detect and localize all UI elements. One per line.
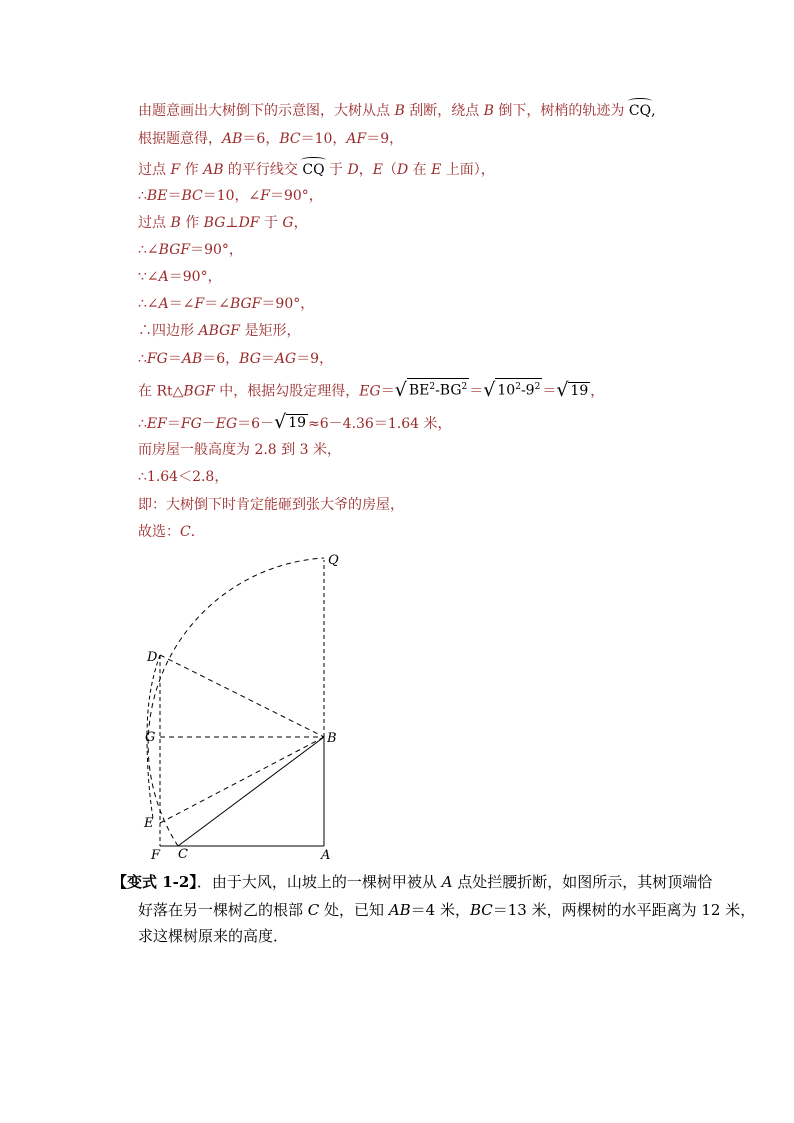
text: -BG bbox=[435, 382, 462, 399]
var: BG bbox=[203, 215, 226, 231]
text: 求这棵树原来的高度． bbox=[138, 927, 289, 945]
var: ABGF bbox=[198, 323, 241, 339]
label-e: E bbox=[144, 816, 154, 831]
text: ＝9， bbox=[296, 351, 334, 367]
var: C bbox=[180, 524, 191, 540]
text: 在 Rt△ bbox=[138, 383, 184, 400]
var: EG bbox=[215, 416, 238, 432]
radical-sign: √ bbox=[274, 411, 287, 433]
var: BC bbox=[469, 901, 493, 919]
radicand: 19 bbox=[288, 415, 307, 431]
text: 即：大树倒下时肯定能砸到张大爷的房屋， bbox=[138, 497, 404, 513]
var: F bbox=[194, 296, 205, 312]
var: AB bbox=[388, 901, 411, 919]
radical-sign: √ bbox=[483, 378, 496, 401]
text: ＝90°， bbox=[269, 188, 323, 204]
text: ＝9， bbox=[366, 131, 404, 147]
text: 好落在另一棵树乙的根部 bbox=[138, 901, 308, 919]
text: ≈6－4.36＝1.64 米， bbox=[308, 416, 452, 432]
text: 过点 bbox=[138, 215, 171, 231]
var: AB bbox=[203, 162, 224, 178]
var: AB bbox=[181, 351, 203, 367]
var: B bbox=[170, 215, 181, 231]
text: 上面）， bbox=[441, 162, 495, 178]
text: 故选： bbox=[138, 524, 180, 540]
exponent: 2 bbox=[534, 382, 541, 392]
var: B bbox=[394, 103, 405, 119]
var: A bbox=[158, 296, 169, 312]
text: ＝ bbox=[260, 351, 275, 367]
label-c: C bbox=[178, 847, 188, 862]
text: BE bbox=[408, 382, 430, 399]
text: ＝10，∠ bbox=[202, 188, 261, 204]
arc-cq: CQ bbox=[302, 162, 325, 178]
var: DF bbox=[238, 215, 260, 231]
text: ＝90°， bbox=[168, 269, 222, 285]
var: BG bbox=[239, 351, 261, 367]
var: BC bbox=[181, 188, 203, 204]
text: ＝∠ bbox=[204, 296, 230, 312]
var: C bbox=[307, 901, 320, 919]
text: 的平行线交 bbox=[223, 162, 303, 178]
text: ＝6， bbox=[242, 131, 280, 147]
text: 而房屋一般高度为 2.8 到 3 米， bbox=[138, 442, 341, 458]
text: － bbox=[201, 416, 216, 432]
var: E bbox=[372, 162, 383, 178]
text: ∴ bbox=[138, 188, 147, 204]
var: FG bbox=[146, 351, 168, 367]
var: F bbox=[260, 188, 270, 204]
segment-eb bbox=[160, 737, 324, 823]
label-d: D bbox=[147, 650, 158, 665]
var: BE bbox=[146, 188, 168, 204]
var: EF bbox=[146, 416, 167, 432]
text: ＝13 米，两棵树的水平距离为 12 米， bbox=[492, 901, 756, 919]
text: 于 bbox=[324, 162, 348, 178]
label-a: A bbox=[321, 848, 331, 863]
text: 在 bbox=[408, 162, 432, 178]
segment-db bbox=[160, 655, 324, 737]
text: ∴∠ bbox=[138, 242, 159, 258]
text: 10 bbox=[497, 382, 516, 399]
text: 于 bbox=[259, 215, 283, 231]
text: 倒下，树梢的轨迹为 bbox=[493, 103, 629, 119]
text: 是矩形， bbox=[240, 323, 301, 339]
var: BGF bbox=[158, 242, 191, 258]
text: ∴ bbox=[138, 416, 147, 432]
text: ∴四边形 bbox=[138, 323, 199, 339]
radicand: 19 bbox=[570, 382, 589, 399]
text: 作 bbox=[180, 162, 204, 178]
text: ＝4 米， bbox=[410, 901, 470, 919]
text: 刮断，绕点 bbox=[404, 103, 484, 119]
text: ＝ bbox=[469, 383, 484, 400]
text: 由题意画出大树倒下的示意图，大树从点 bbox=[138, 103, 395, 119]
variant-line-3 bbox=[138, 925, 288, 947]
text: 点处拦腰折断，如图所示，其树顶端恰 bbox=[452, 873, 713, 891]
text: ∴ bbox=[138, 351, 147, 367]
text: ∴1.64＜2.8， bbox=[138, 469, 229, 485]
text: ， bbox=[293, 215, 308, 231]
var: D bbox=[347, 162, 359, 178]
var: FG bbox=[180, 416, 202, 432]
text: ∵∠ bbox=[138, 269, 159, 285]
text: ． bbox=[190, 524, 205, 540]
text: ⊥ bbox=[225, 215, 239, 231]
text: ．由于大风，山坡上的一棵树甲被从 bbox=[196, 873, 442, 891]
var: D bbox=[396, 162, 409, 178]
var: A bbox=[158, 269, 169, 285]
text: -9 bbox=[520, 382, 535, 399]
label-f: F bbox=[151, 848, 161, 863]
exponent: 2 bbox=[461, 382, 468, 392]
variant-line-1 bbox=[112, 871, 712, 893]
text: ＝6， bbox=[202, 351, 240, 367]
label-b: B bbox=[327, 731, 337, 746]
variant-line-2 bbox=[138, 899, 755, 921]
text: 根据题意得， bbox=[138, 131, 222, 147]
var: EG bbox=[359, 383, 381, 400]
text: ＝ bbox=[167, 351, 182, 367]
text: （ bbox=[382, 162, 397, 178]
var: B bbox=[483, 103, 494, 119]
text: ， bbox=[590, 383, 605, 400]
var: AB bbox=[222, 131, 243, 147]
text: 处，已知 bbox=[319, 901, 389, 919]
text: ＝∠ bbox=[168, 296, 195, 312]
var: E bbox=[431, 162, 442, 178]
text: ＝ bbox=[380, 383, 395, 400]
var: A bbox=[441, 873, 453, 891]
var: AG bbox=[274, 351, 297, 367]
text: , bbox=[651, 103, 656, 119]
text: 作 bbox=[180, 215, 204, 231]
text: ＝90°， bbox=[190, 242, 243, 258]
label-q: Q bbox=[328, 553, 339, 568]
var: G bbox=[282, 215, 294, 231]
exponent: 2 bbox=[429, 382, 436, 392]
text: 过点 bbox=[138, 162, 171, 178]
arc-cq: CQ bbox=[628, 103, 652, 119]
text: ， bbox=[358, 162, 373, 178]
segment-cb bbox=[178, 737, 324, 846]
label-g: G bbox=[145, 730, 156, 745]
text: 中，根据勾股定理得， bbox=[214, 383, 360, 400]
exponent: 2 bbox=[515, 382, 521, 392]
var: F bbox=[170, 162, 181, 178]
var: BGF bbox=[229, 296, 262, 312]
radical-sign: √ bbox=[556, 378, 569, 401]
text: ＝ bbox=[166, 416, 181, 432]
variant-tag: 【变式 1-2】 bbox=[112, 873, 197, 891]
text: ∴∠ bbox=[138, 296, 159, 312]
var: BC bbox=[279, 131, 301, 147]
text: ＝ bbox=[542, 383, 557, 400]
text: ＝90°， bbox=[261, 296, 315, 312]
radical-sign: √ bbox=[394, 378, 407, 401]
text: ＝ bbox=[167, 188, 182, 204]
var: AF bbox=[346, 131, 367, 147]
text: ＝6－ bbox=[237, 416, 275, 432]
text: ＝10， bbox=[300, 131, 347, 147]
var: BGF bbox=[183, 383, 215, 400]
